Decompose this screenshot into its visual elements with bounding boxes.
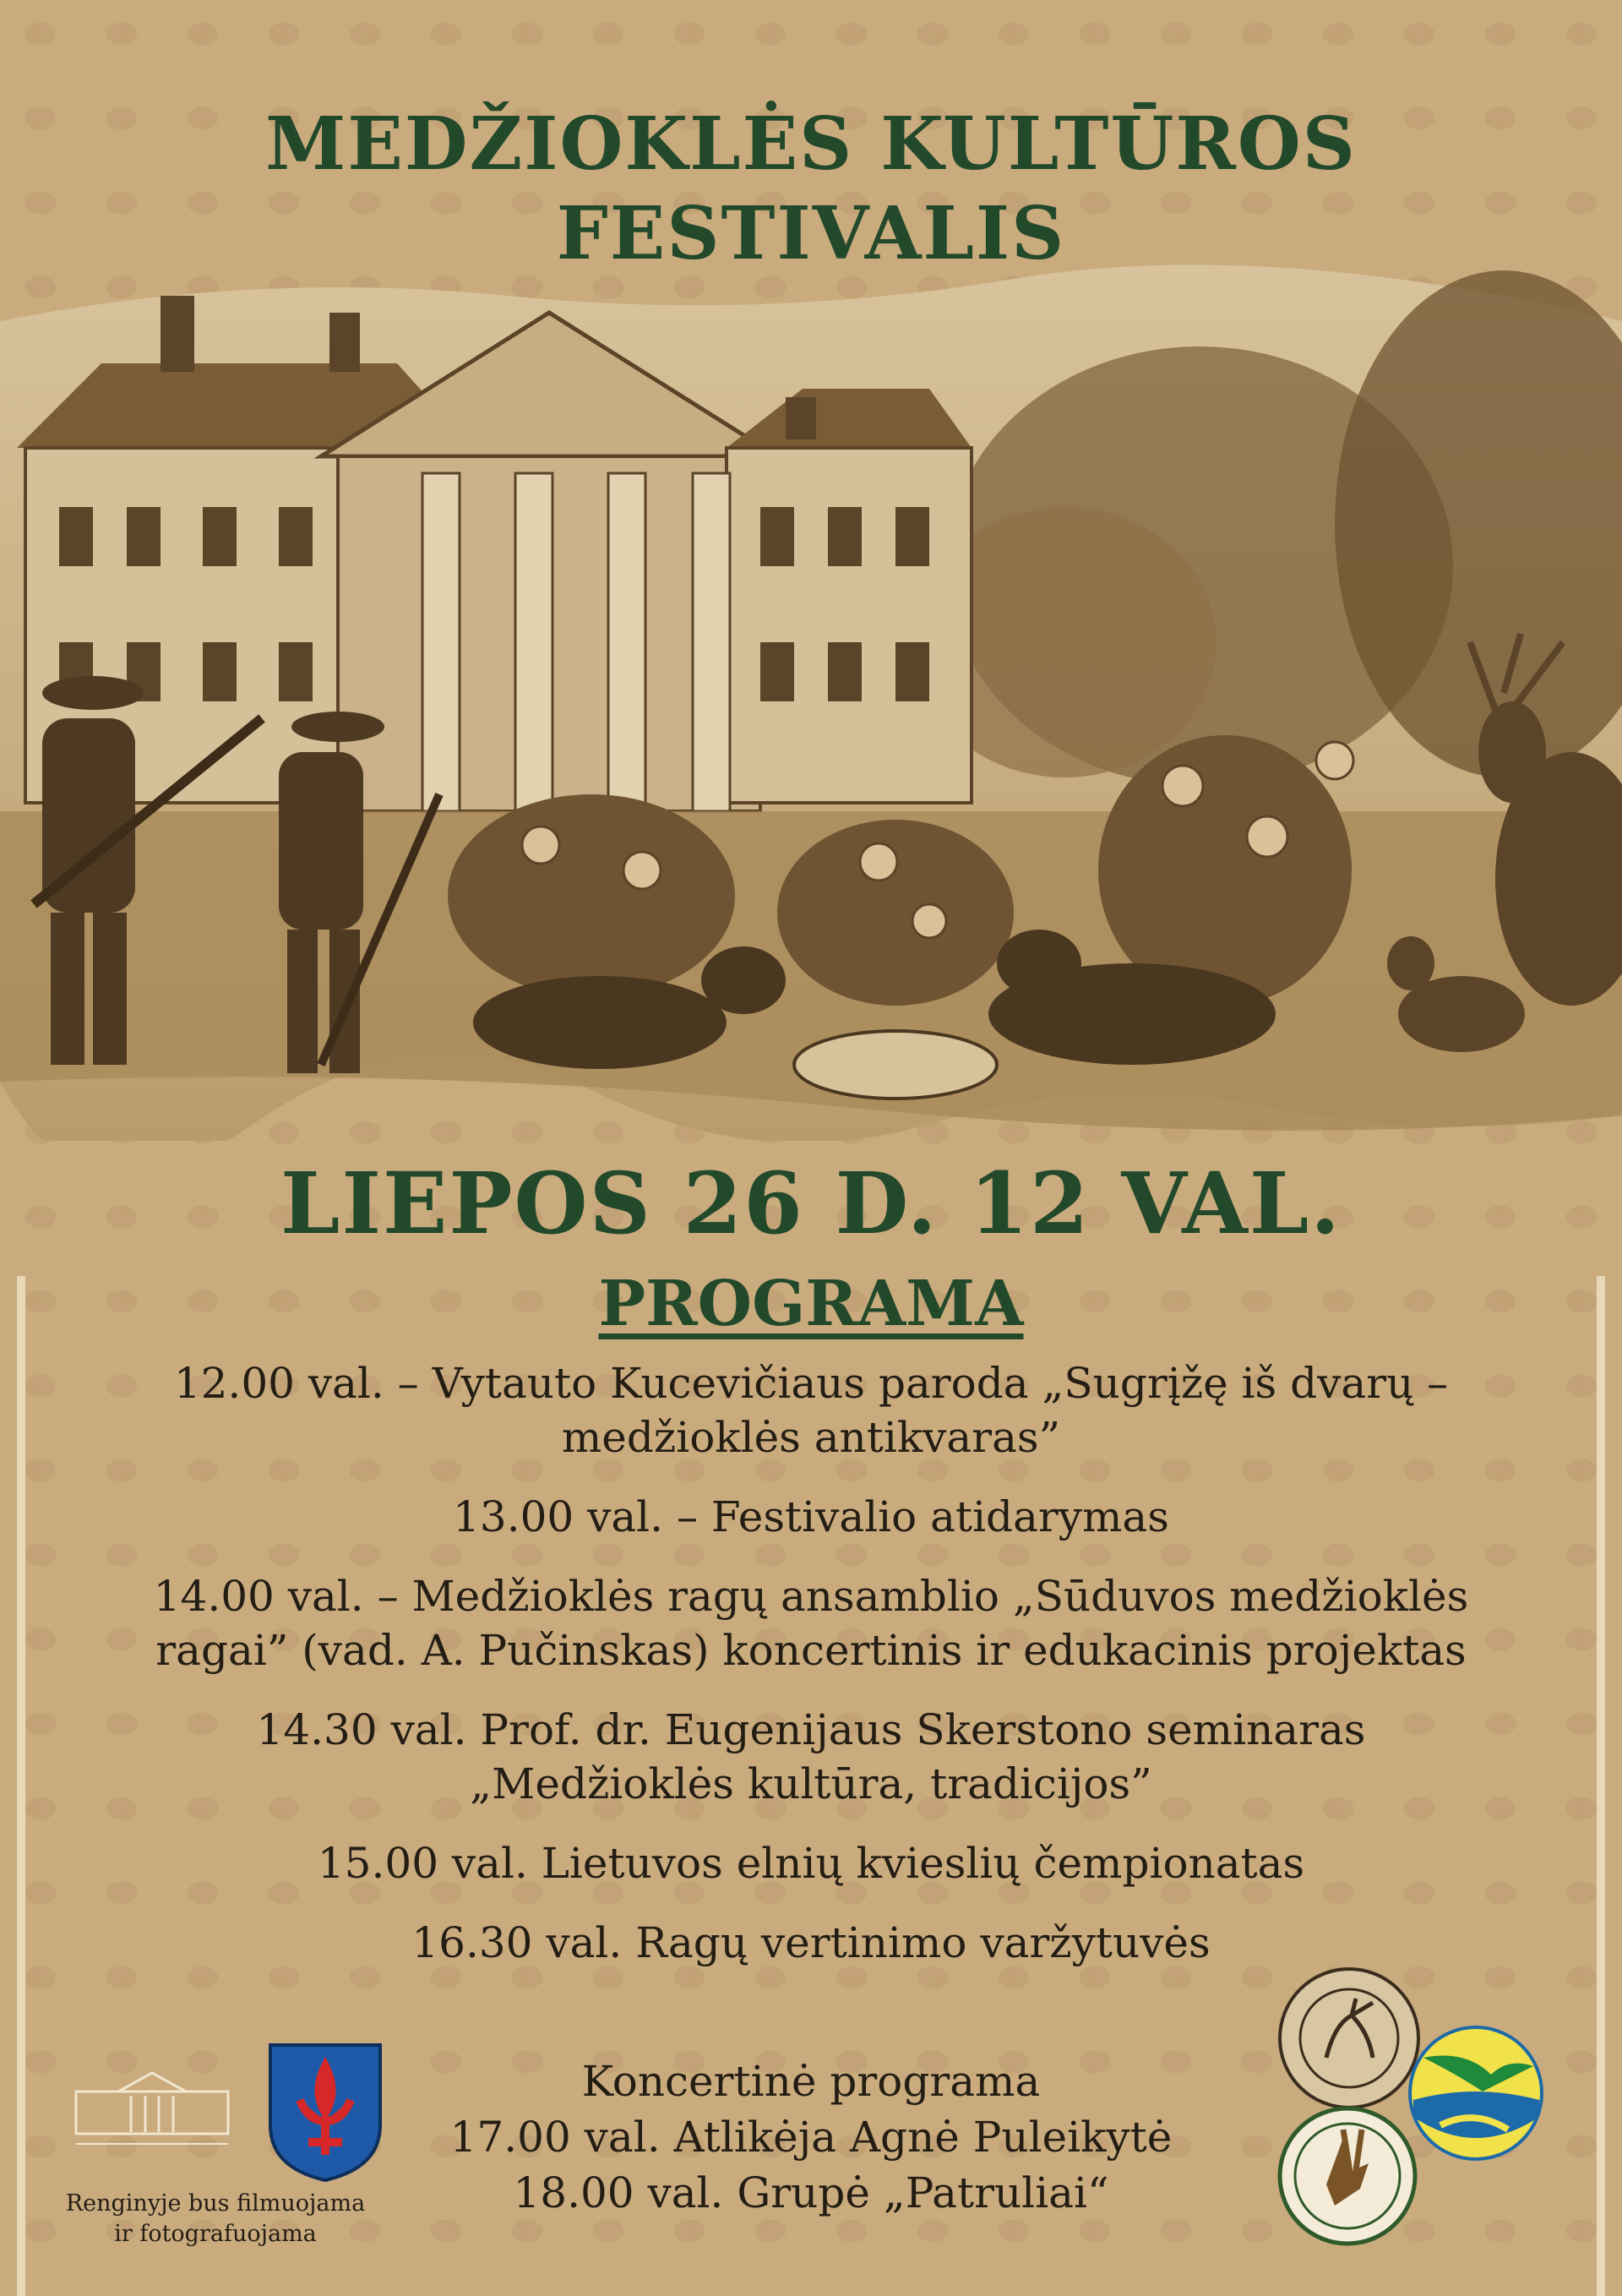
frame-border-left — [17, 1276, 25, 2296]
program-heading: PROGRAMA — [598, 1268, 1024, 1340]
title-line-1: MEDŽIOKLĖS KULTŪROS — [265, 101, 1357, 187]
bird-fish-logo — [1407, 2024, 1546, 2163]
concert-heading: Koncertinė programa — [581, 2057, 1041, 2106]
elk-callers-association-seal — [1276, 1965, 1423, 2113]
festival-title — [0, 100, 1622, 279]
program-item: 12.00 val. – Vytauto Kucevičiaus paroda „Sugrįžę iš dvarų – medžioklės antikvaras” — [173, 1359, 1449, 1462]
title-line-2: FESTIVALIS — [556, 191, 1066, 276]
program-item: 16.30 val. Ragų vertinimo varžytuvės — [411, 1918, 1211, 1967]
concert-program — [253, 2053, 1369, 2221]
program-list — [51, 1356, 1571, 1995]
hare-emblem-logo — [1276, 2104, 1419, 2248]
hunting-scene-illustration — [0, 169, 1622, 1141]
manor-museum-logo — [68, 2058, 237, 2159]
frame-border-right — [1597, 1276, 1605, 2296]
filming-note: Renginyje bus filmuojama ir fotografuojama — [65, 2190, 366, 2247]
event-date: LIEPOS 26 D. 12 VAL. — [280, 1153, 1342, 1253]
concert-line: 18.00 val. Grupė „Patruliai“ — [513, 2168, 1109, 2217]
concert-line: 17.00 val. Atlikėja Agnė Puleikytė — [449, 2113, 1173, 2162]
program-item: 13.00 val. – Festivalio atidarymas — [453, 1492, 1169, 1541]
program-item: 15.00 val. Lietuvos elnių kvieslių čempionatas — [317, 1839, 1305, 1888]
program-item: 14.30 val. Prof. dr. Eugenijaus Skerstono seminaras „Medžioklės kultūra, tradicijos” — [256, 1705, 1366, 1808]
coat-of-arms-icon — [266, 2041, 384, 2184]
program-item: 14.00 val. – Medžioklės ragų ansamblio „Sūduvos medžioklės ragai” (vad. A. Pučinskas) koncertinis ir edukacinis projektas — [153, 1572, 1469, 1675]
